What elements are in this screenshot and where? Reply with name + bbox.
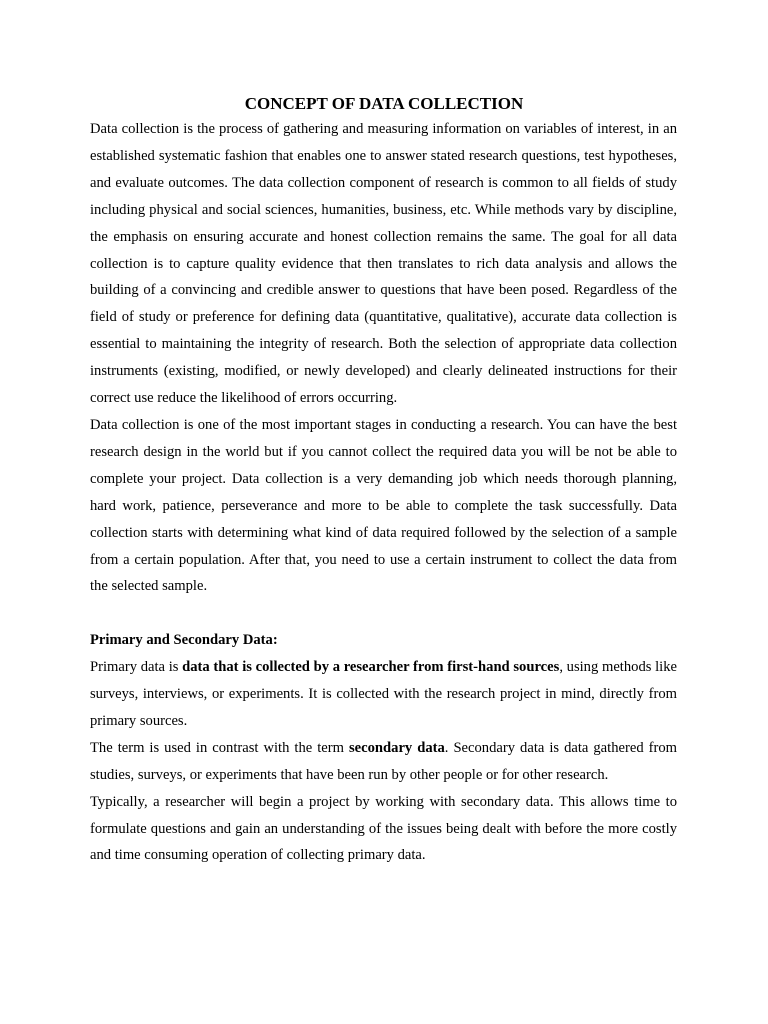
paragraph-importance: Data collection is one of the most important stages in conducting a research. You can have the best research design in the world but if you cannot collect the required data you will be not be able to complete your project. Data collection is a very demanding job which needs thorough planning, hard work, patience, perseverance and more to be able to complete the task successfully. Data collection starts with determining what kind of data required followed by the selection of a sample from a certain population. After that, you need to use a certain instrument to collect the data from the selected sample. xyxy=(90,416,677,595)
paragraph-secondary-data xyxy=(90,735,677,789)
primary-bold-definition: data that is collected by a researcher from first-hand sources xyxy=(182,659,560,676)
secondary-suffix: . Secondary data is data gathered from studies, surveys, or experiments that have been run by other people or for other research. xyxy=(90,739,677,783)
blank-line xyxy=(90,600,677,627)
primary-prefix: Primary data is xyxy=(90,659,183,676)
paragraph-primary-data xyxy=(90,654,677,735)
secondary-bold-term: secondary data xyxy=(348,739,445,756)
paragraph-typical-workflow: Typically, a researcher will begin a project by working with secondary data. This allows time to formulate questions and gain an understanding of the issues being dealt with before the more costly and time consuming operation of collecting primary data. xyxy=(90,793,677,864)
primary-suffix: , using methods like surveys, interviews, or experiments. It is collected with the research project in mind, directly from primary sources. xyxy=(90,659,677,729)
document-body xyxy=(90,92,677,869)
page-title: CONCEPT OF DATA COLLECTION xyxy=(244,94,524,113)
secondary-prefix: The term is used in contrast with the term xyxy=(90,739,349,756)
section-heading: Primary and Secondary Data: xyxy=(90,632,278,649)
paragraph-definition: Data collection is the process of gathering and measuring information on variables of interest, in an established systematic fashion that enables one to answer stated research questions, test hypotheses, and evaluate outcomes. The data collection component of research is common to all fields of study including physical and social sciences, humanities, business, etc. While methods vary by discipline, the emphasis on ensuring accurate and honest collection remains the same. The goal for all data collection is to capture quality evidence that then translates to rich data analysis and allows the building of a convincing and credible answer to questions that have been posed. Regardless of the field of study or preference for defining data (quantitative, qualitative), accurate data collection is essential to maintaining the integrity of research. Both the selection of appropriate data collection instruments (existing, modified, or newly developed) and clearly delineated instructions for their correct use reduce the likelihood of errors occurring. xyxy=(90,121,677,407)
